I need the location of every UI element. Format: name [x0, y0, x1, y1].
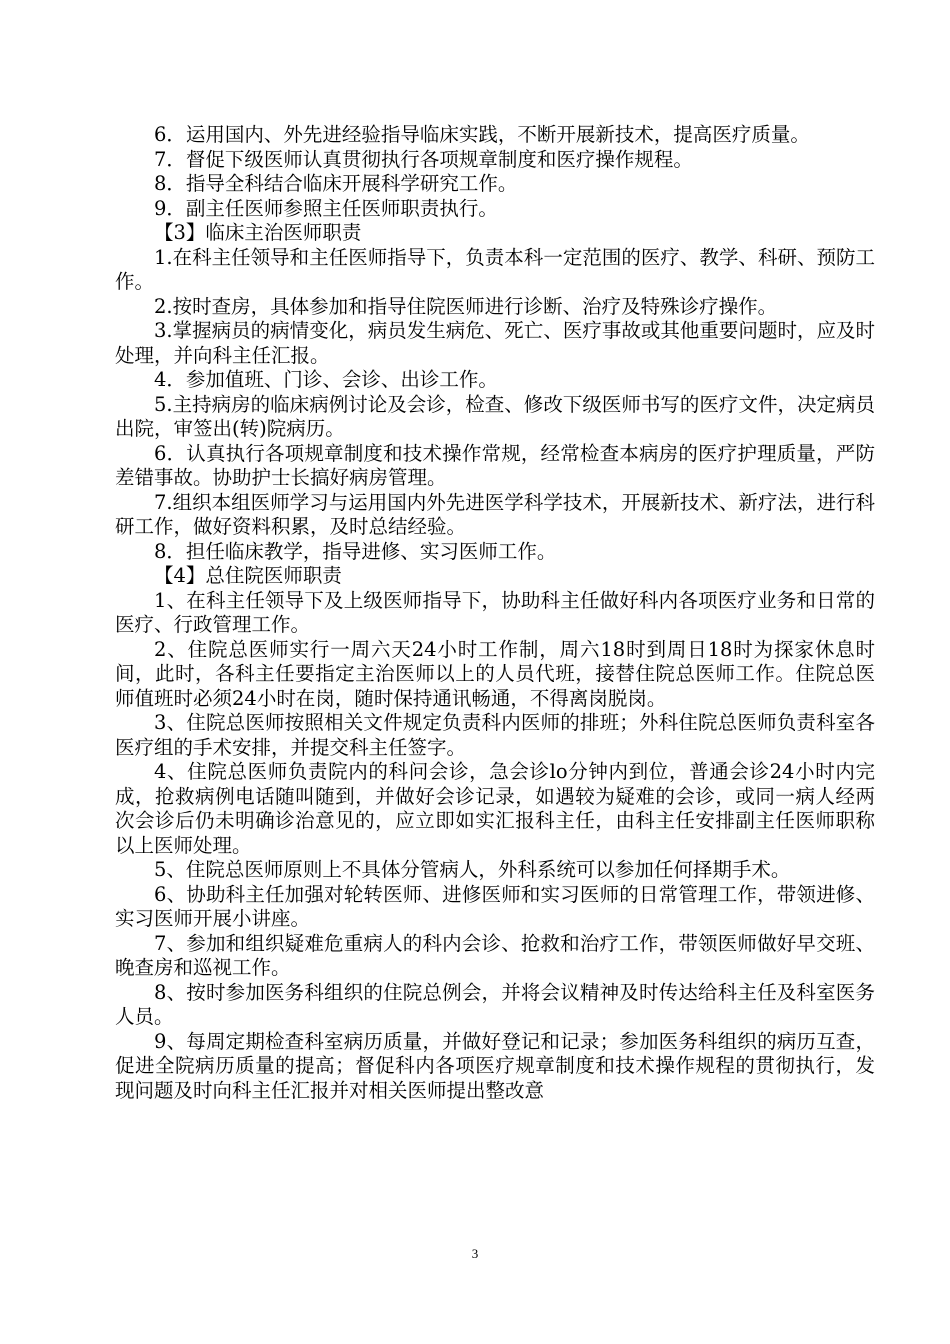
section-heading: 【4】总住院医师职责 — [154, 564, 342, 587]
paragraph: 9．副主任医师参照主任医师职责执行。 — [154, 196, 498, 220]
document-body — [115, 123, 875, 1103]
paragraph: 2.按时查房，具体参加和指导住院医师进行诊断、治疗及特殊诊疗操作。 — [154, 294, 778, 318]
paragraph: 6．运用国内、外先进经验指导临床实践，不断开展新技术，提高医疗质量。 — [154, 123, 810, 146]
page-number: 3 — [471, 1246, 479, 1261]
paragraph: 9、每周定期检查科室病历质量，并做好登记和记录；参加医务科组织的病历互查，促进全院病历质量的提高；督促科内各项医疗规章制度和技术操作规程的贯彻执行，发现问题及时向科主任汇报并对相关医师提出整改意 — [115, 1029, 875, 1102]
paragraph: 6．认真执行各项规章制度和技术操作常规，经常检查本病房的医疗护理质量，严防差错事故。协助护士长搞好病房管理。 — [115, 441, 875, 489]
paragraph: 8．指导全科结合临床开展科学研究工作。 — [154, 172, 518, 195]
paragraph: 5.主持病房的临床病例讨论及会诊，检查、修改下级医师书写的医疗文件，决定病员出院，审签出(转)院病历。 — [115, 392, 875, 440]
paragraph: 4、住院总医师负责院内的科问会诊，急会诊lo分钟内到位，普通会诊24小时内完成，抢救病例电话随叫随到，并做好会诊记录，如遇较为疑难的会诊，或同一病人经两次会诊后仍未明确诊治意见的，应立即如实汇报科主任，由科主任安排副主任医师职称以上医师处理。 — [115, 760, 875, 857]
paragraph: 8．担任临床教学，指导进修、实习医师工作。 — [154, 539, 557, 563]
paragraph: 1.在科主任领导和主任医师指导下，负责本科一定范围的医疗、教学、科研、预防工作。 — [115, 245, 875, 293]
paragraph: 3、住院总医师按照相关文件规定负责科内医师的排班；外科住院总医师负责科室各医疗组的手术安排，并提交科主任签字。 — [115, 711, 875, 759]
paragraph: 6、协助科主任加强对轮转医师、进修医师和实习医师的日常管理工作，带领进修、实习医师开展小讲座。 — [115, 882, 875, 930]
paragraph: 2、住院总医师实行一周六天24小时工作制，周六18时到周日18时为探家休息时间，此时，各科主任要指定主治医师以上的人员代班，接替住院总医师工作。住院总医师值班时必须24小时在岗，随时保持通讯畅通，不得离岗脱岗。 — [115, 637, 875, 710]
paragraph: 7、参加和组织疑难危重病人的科内会诊、抢救和治疗工作，带领医师做好早交班、晚查房和巡视工作。 — [115, 931, 875, 979]
paragraph: 3.掌握病员的病情变化，病员发生病危、死亡、医疗事故或其他重要问题时，应及时处理，并向科主任汇报。 — [115, 319, 875, 367]
section-heading: 【3】临床主治医师职责 — [154, 221, 362, 244]
paragraph: 4．参加值班、门诊、会诊、出诊工作。 — [154, 368, 498, 391]
paragraph: 8、按时参加医务科组织的住院总例会，并将会议精神及时传达给科主任及科室医务人员。 — [115, 980, 875, 1028]
paragraph: 7.组织本组医师学习与运用国内外先进医学科学技术，开展新技术、新疗法，进行科研工作，做好资料积累，及时总结经验。 — [115, 490, 875, 538]
paragraph: 1、在科主任领导下及上级医师指导下，协助科主任做好科内各项医疗业务和日常的医疗、行政管理工作。 — [115, 588, 875, 636]
paragraph: 5、住院总医师原则上不具体分管病人，外科系统可以参加任何择期手术。 — [154, 858, 791, 881]
paragraph: 7．督促下级医师认真贯彻执行各项规章制度和医疗操作规程。 — [154, 147, 693, 171]
